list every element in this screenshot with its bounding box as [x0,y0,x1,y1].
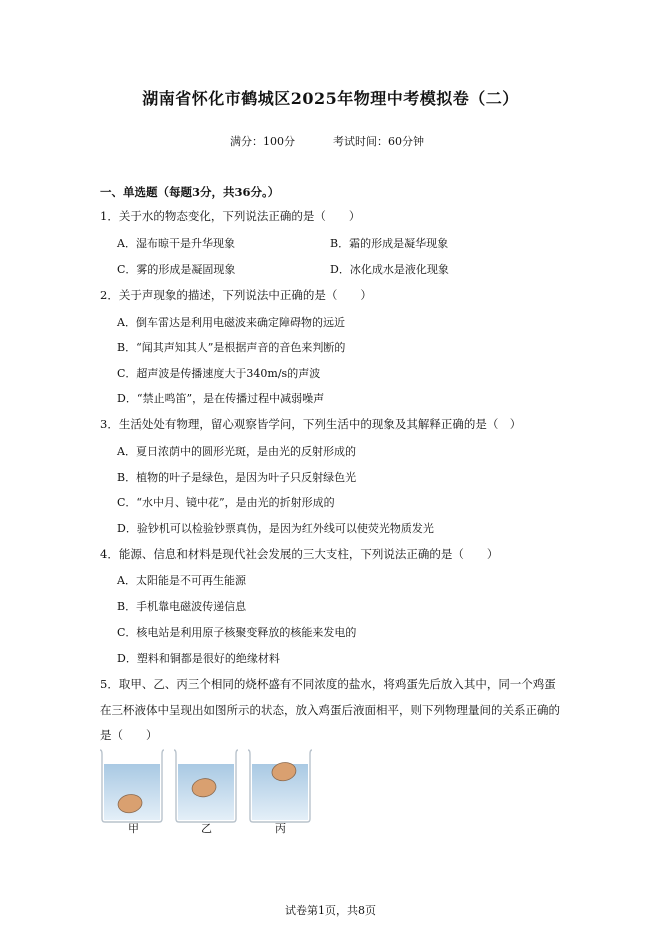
exam-time: 考试时间：60分钟 [333,135,424,148]
option: D．“禁止鸣笛”，是在传播过程中减弱噪声 [117,392,325,405]
option: B．手机靠电磁波传递信息 [117,600,247,613]
option: C．“水中月、镜中花”，是由光的折射形成的 [117,496,335,509]
option: A．夏日浓荫中的圆形光斑，是由光的反射形成的 [117,445,356,458]
beaker [174,750,238,822]
option: A．太阳能是不可再生能源 [117,574,246,587]
page-title: 湖南省怀化市鹤城区2025年物理中考模拟卷（二） [142,89,519,108]
option: C．雾的形成是凝固现象 [117,263,236,276]
full-score: 满分：100分 [230,135,295,148]
section-heading: 一、单选题（每题3分，共36分。） [100,185,280,199]
option: B．植物的叶子是绿色，是因为叶子只反射绿色光 [117,471,357,484]
beaker [248,750,312,822]
option: D．塑料和铜都是很好的绝缘材料 [117,652,280,665]
beaker-label-bing: 丙 [275,822,286,835]
question-stem: 3．生活处处有物理，留心观察皆学问，下列生活中的现象及其解释正确的是（ ） [100,417,522,431]
question-stem: 2．关于声现象的描述，下列说法中正确的是（ ） [100,288,372,302]
beaker-label-jia: 甲 [128,822,139,835]
option: B．“闻其声知其人”是根据声音的音色来判断的 [117,341,346,354]
option: A．倒车雷达是利用电磁波来确定障碍物的远近 [117,316,345,329]
question-stem: 是（ ） [100,728,158,742]
option: B．霜的形成是凝华现象 [330,237,449,250]
option: D．验钞机可以检验钞票真伪，是因为红外线可以使荧光物质发光 [117,522,434,535]
option: D．冰化成水是液化现象 [330,263,449,276]
beaker-label-yi: 乙 [201,822,212,835]
page-footer: 试卷第1页，共8页 [285,904,376,917]
question-stem: 1．关于水的物态变化，下列说法正确的是（ ） [100,209,361,223]
question-stem: 在三杯液体中呈现出如图所示的状态，放入鸡蛋后液面相平，则下列物理量间的关系正确的 [100,703,560,717]
option: A．湿布晾干是升华现象 [117,237,235,250]
option: C．超声波是传播速度大于340m/s的声波 [117,367,321,380]
beaker [100,750,164,822]
option: C．核电站是利用原子核聚变释放的核能来发电的 [117,626,357,639]
question-stem: 4．能源、信息和材料是现代社会发展的三大支柱，下列说法正确的是（ ） [100,547,499,561]
question-stem: 5．取甲、乙、丙三个相同的烧杯盛有不同浓度的盐水，将鸡蛋先后放入其中，同一个鸡蛋 [100,677,556,691]
